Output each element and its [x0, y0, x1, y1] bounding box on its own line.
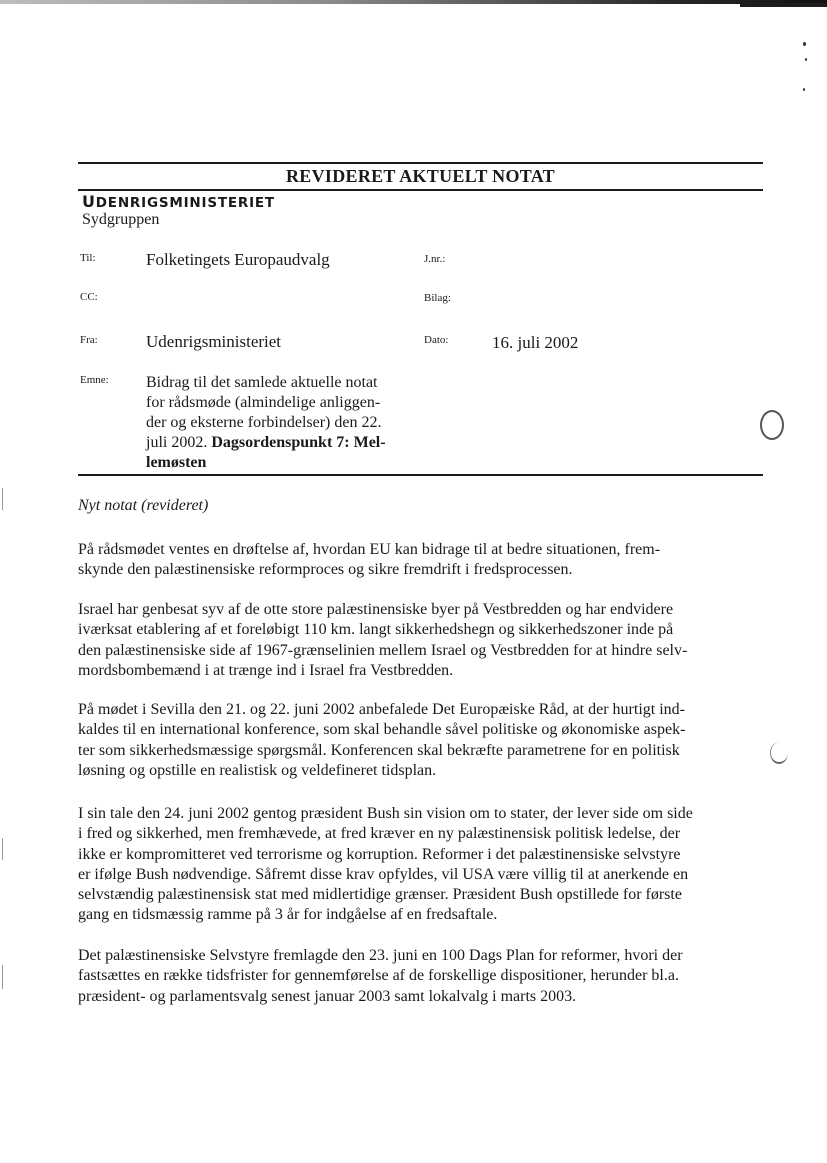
paragraph-line: I sin tale den 24. juni 2002 gentog præsident Bush sin vision om to stater, der lever side om side [78, 805, 693, 822]
emne-agenda-item-cont: lemøsten [146, 454, 207, 471]
paragraph-line: ikke er kompromitteret ved terrorisme og korruption. Reformer i det palæstinensiske selvstyre [78, 845, 681, 863]
ministry-initial: U [82, 192, 96, 211]
paragraph-line: præsident- og parlamentsvalg senest januar 2003 samt lokalvalg i marts 2003. [78, 987, 577, 1005]
punch-hole-mark [760, 410, 784, 440]
scan-edge-mark [2, 838, 3, 860]
emne-line: for rådsmøde (almindelige anliggen- [146, 394, 381, 411]
department-group: Sydgruppen [82, 211, 160, 228]
paragraph-line: ter som sikkerhedsmæssige spørgsmål. Konferencen skal bekræfte parametrene for en politisk [78, 741, 680, 759]
paragraph-line: mordsbombemænd i at trænge ind i Israel fra Vestbredden. [78, 661, 454, 679]
header-title-rule [78, 189, 763, 191]
emne-line: juli 2002. [146, 434, 212, 451]
emne-line: der og eksterne forbindelser) den 22. [146, 414, 382, 431]
paragraph-line: gang en tidsmæssig ramme på 3 år for indgåelse af en fredsaftale. [78, 906, 498, 924]
paragraph-line: løsning og opstille en realistisk og veldefineret tidsplan. [78, 761, 437, 779]
ministry-name [82, 192, 275, 211]
paragraph-line: På rådsmødet ventes en drøftelse af, hvordan EU kan bidrage til at bedre situationen, frem- [78, 541, 661, 558]
paragraph-line: iværksat etablering af et foreløbigt 110 km. langt sikkerhedshegn og sikkerhedszoner inde på [78, 621, 674, 639]
body-paragraph [78, 700, 758, 781]
paragraph-line: kaldes til en international konference, som skal behandle såvel politiske og økonomiske aspek- [78, 721, 686, 739]
emne-value [146, 373, 416, 473]
body-paragraph [78, 804, 758, 926]
scan-edge-top-dark [740, 3, 827, 7]
scan-edge-top [0, 0, 827, 4]
paragraph-line: fastsættes en række tidsfrister for gennemførelse af de forskellige dispositioner, herunder bl.a. [78, 967, 679, 985]
paragraph-line: i fred og sikkerhed, men fremhævede, at fred kræver en ny palæstinensisk politisk ledelse, der [78, 825, 681, 843]
document-title: REVIDERET AKTUELT NOTAT [286, 166, 555, 186]
cc-label: CC: [80, 291, 98, 303]
body-paragraph [78, 946, 758, 1007]
jnr-label: J.nr.: [424, 253, 446, 265]
emne-agenda-item: Dagsordenspunkt 7: Mel- [211, 434, 386, 451]
bilag-label: Bilag: [424, 292, 451, 304]
dato-label: Dato: [424, 334, 449, 346]
paragraph-line: den palæstinensiske side af 1967-grænselinien mellem Israel og Vestbredden for at hindre selv- [78, 641, 688, 659]
body-paragraph [78, 600, 758, 681]
paragraph-line: På mødet i Sevilla den 21. og 22. juni 2002 anbefalede Det Europæiske Råd, at der hurtigt ind- [78, 701, 685, 718]
body-paragraph [78, 540, 758, 581]
emne-label: Emne: [80, 374, 109, 386]
paragraph-line: Det palæstinensiske Selvstyre fremlagde den 23. juni en 100 Dags Plan for reformer, hvori der [78, 947, 683, 964]
header-top-rule [78, 162, 763, 164]
scan-edge-mark [2, 488, 3, 510]
ministry-rest: DENRIGSMINISTERIET [95, 195, 275, 211]
punch-hole-mark [770, 742, 788, 764]
paragraph-line: selvstændig palæstinensisk stat med midlertidige grænser. Præsident Bush opstillede for første [78, 886, 682, 904]
paragraph-line: skynde den palæstinensiske reformproces og sikre fremdrift i fredsprocessen. [78, 561, 573, 579]
scan-speck [803, 88, 805, 91]
header-bottom-rule [78, 474, 763, 476]
dato-value: 16. juli 2002 [492, 333, 579, 352]
scan-edge-mark [2, 965, 3, 989]
til-label: Til: [80, 252, 96, 264]
fra-value: Udenrigsministeriet [146, 332, 282, 351]
paragraph-line: er ifølge Bush nødvendige. Såfremt disse krav opfyldes, vil USA være villig til at anerkende en [78, 865, 689, 883]
scan-speck [805, 58, 807, 61]
emne-line: Bidrag til det samlede aktuelle notat [146, 374, 378, 391]
fra-label: Fra: [80, 334, 98, 346]
paragraph-line: Israel har genbesat syv af de otte store palæstinensiske byer på Vestbredden og har endvidere [78, 601, 674, 618]
scan-speck [803, 42, 806, 46]
til-value: Folketingets Europaudvalg [146, 250, 330, 269]
note-status: Nyt notat (revideret) [78, 497, 209, 514]
